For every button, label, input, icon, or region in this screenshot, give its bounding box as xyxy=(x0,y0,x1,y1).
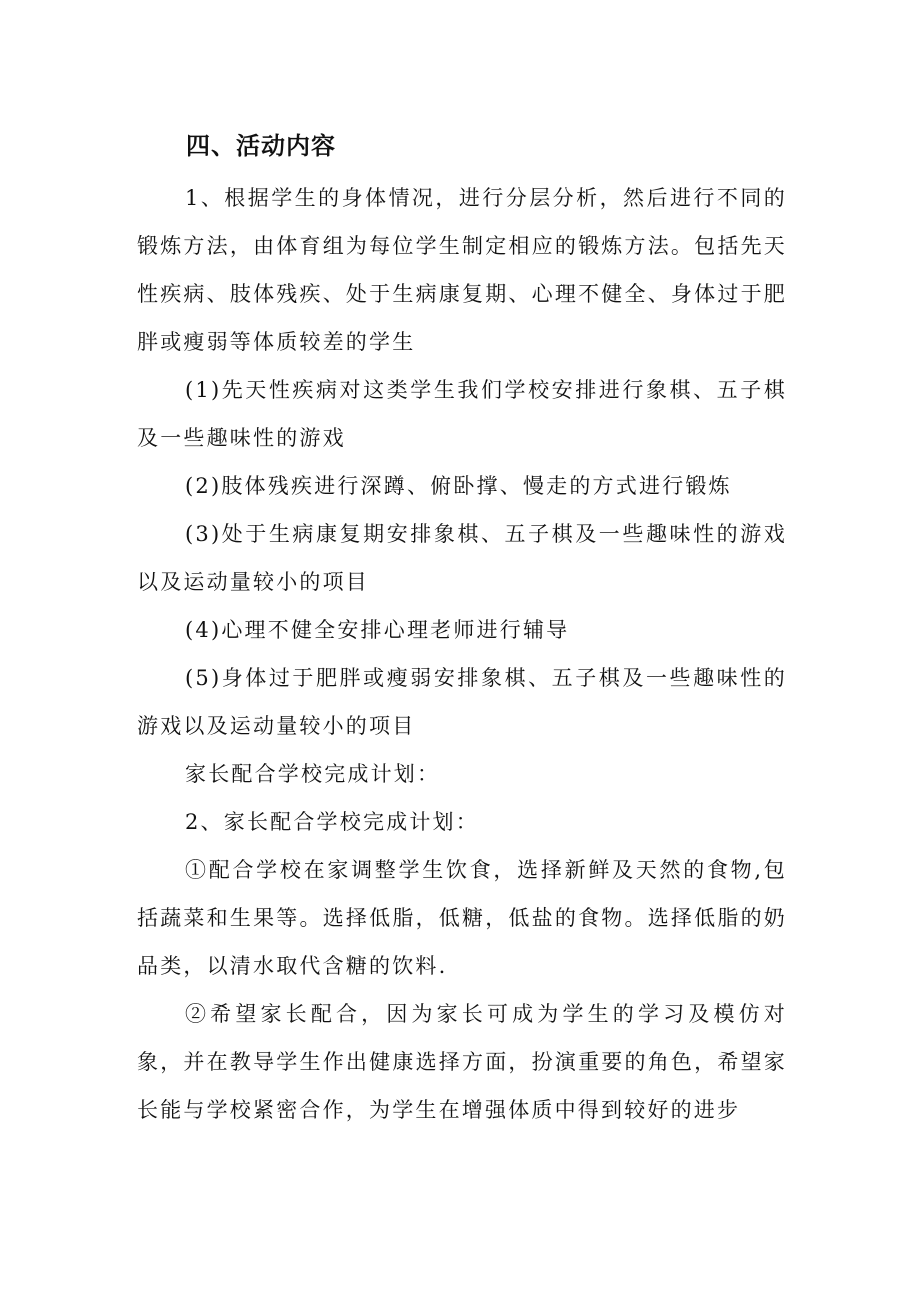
paragraph-diet-adjustment: ①配合学校在家调整学生饮食，选择新鲜及天然的食物,包括蔬菜和生果等。选择低脂，低糖，低盐的食物。选择低脂的奶品类，以清水取代含糖的饮料. xyxy=(137,858,787,978)
paragraph-obese-or-thin: (5)身体过于肥胖或瘦弱安排象棋、五子棋及一些趣味性的游戏以及运动量较小的项目 xyxy=(137,666,787,738)
paragraph-parent-cooperation-heading: 2、家长配合学校完成计划： xyxy=(185,810,479,834)
paragraph-parent-role-model: ②希望家长配合，因为家长可成为学生的学习及模仿对象，并在教导学生作出健康选择方面，扮演重要的角色，希望家长能与学校紧密合作，为学生在增强体质中得到较好的进步 xyxy=(137,1002,787,1122)
paragraph-physical-disability: (2)肢体残疾进行深蹲、俯卧撑、慢走的方式进行锻炼 xyxy=(185,474,732,498)
paragraph-mental-health: (4)心理不健全安排心理老师进行辅导 xyxy=(185,618,570,642)
section-heading: 四、活动内容 xyxy=(186,132,336,160)
paragraph-layered-analysis: 1、根据学生的身体情况，进行分层分析，然后进行不同的锻炼方法，由体育组为每位学生制定相应的锻炼方法。包括先天性疾病、肢体残疾、处于生病康复期、心理不健全、身体过于肥胖或瘦弱等体质较差的学生 xyxy=(137,186,787,354)
paragraph-congenital-disease: (1)先天性疾病对这类学生我们学校安排进行象棋、五子棋及一些趣味性的游戏 xyxy=(137,378,787,450)
paragraph-parent-cooperation-label: 家长配合学校完成计划： xyxy=(185,762,441,786)
paragraph-recovery-period: (3)处于生病康复期安排象棋、五子棋及一些趣味性的游戏以及运动量较小的项目 xyxy=(137,522,787,594)
